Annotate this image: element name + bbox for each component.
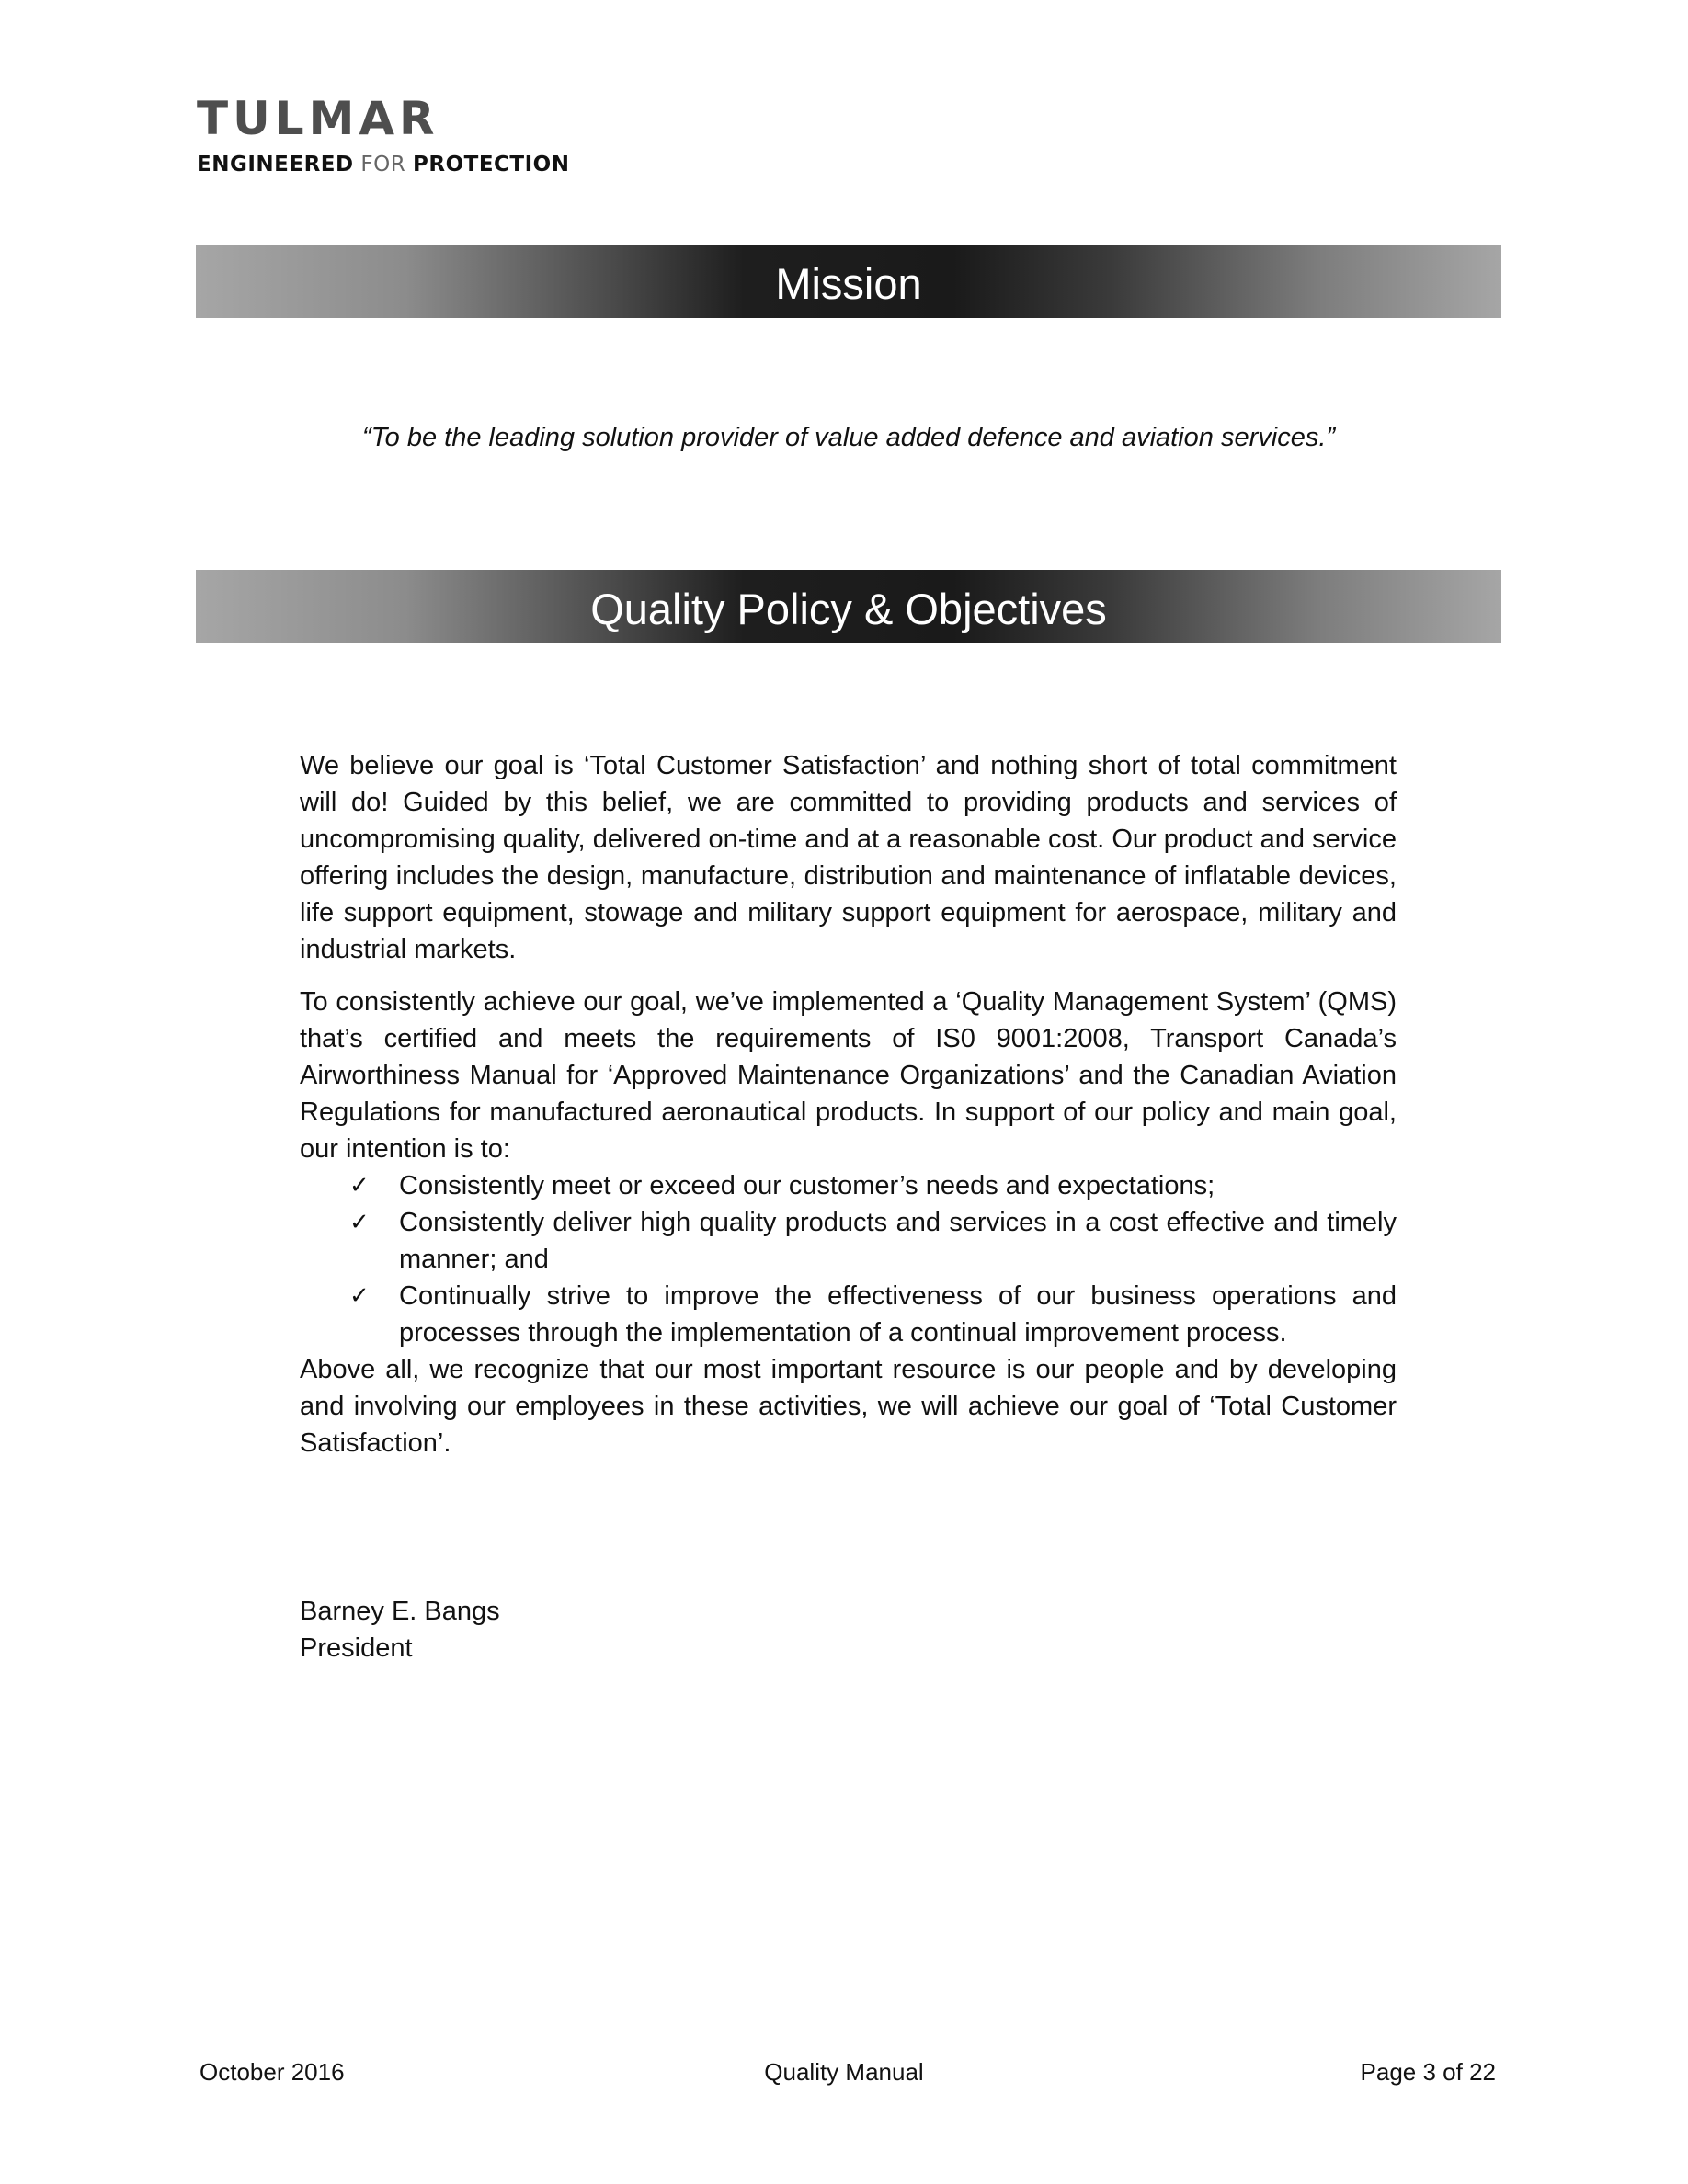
intention-text: Consistently meet or exceed our customer’s needs and expectations; [399,1171,1215,1200]
intention-text: Continually strive to improve the effectiveness of our business operations and processes through the implementation of a continual improvement process. [399,1281,1397,1348]
mission-heading: Mission [775,258,922,308]
signatory-name: Barney E. Bangs [300,1597,500,1626]
quality-policy-body [300,747,1397,1462]
signature-block [300,1593,500,1666]
checkmark-icon: ✓ [349,1172,370,1200]
mission-statement: “To be the leading solution provider of value added defence and aviation services.” [361,423,1336,452]
list-item [349,1167,1397,1204]
logo-tagline-part2: FOR [353,153,414,176]
logo-tagline [197,153,569,176]
logo-tagline-part1: ENGINEERED [197,153,354,176]
list-item [349,1278,1397,1351]
logo-tagline-part3: PROTECTION [413,153,570,176]
policy-paragraph-1: We believe our goal is ‘Total Customer Satisfaction’ and nothing short of total commitment will do! Guided by this belief, we are committed to providing products and services of uncompromising quality, delivered on-time and at a reasonable cost. Our product and service offering includes the design, manufacture, distribution and maintenance of inflatable devices, life support equipment, stowage and military support equipment for aerospace, military and industrial markets. [300,751,1397,964]
quality-policy-heading: Quality Policy & Objectives [590,584,1107,633]
policy-paragraph-2: To consistently achieve our goal, we’ve implemented a ‘Quality Management System’ (QMS) that’s certified and meets the requirements of IS0 9001:2008, Transport Canada’s Airworthiness Manual for ‘Approved Maintenance Organizations’ and the Canadian Aviation Regulations for manufactured aeronautical products. In support of our policy and main goal, our intention is to: [300,987,1397,1164]
policy-paragraph-3: Above all, we recognize that our most important resource is our people and by developing and involving our employees in these activities, we will achieve our goal of ‘Total Customer Satisfaction’. [300,1355,1397,1458]
intention-text: Consistently deliver high quality products and services in a cost effective and timely manner; and [399,1208,1397,1274]
checkmark-icon: ✓ [349,1282,370,1310]
footer-date: October 2016 [200,2058,345,2086]
signatory-title: President [300,1633,413,1663]
logo-wordmark: TULMAR [197,92,439,145]
footer-page-number: Page 3 of 22 [1360,2058,1496,2086]
footer-document-title: Quality Manual [764,2058,924,2086]
list-item [349,1204,1397,1278]
quality-policy-banner [196,570,1501,643]
intentions-list [300,1167,1397,1351]
checkmark-icon: ✓ [349,1209,370,1236]
company-logo [197,92,570,176]
mission-banner [196,245,1501,318]
